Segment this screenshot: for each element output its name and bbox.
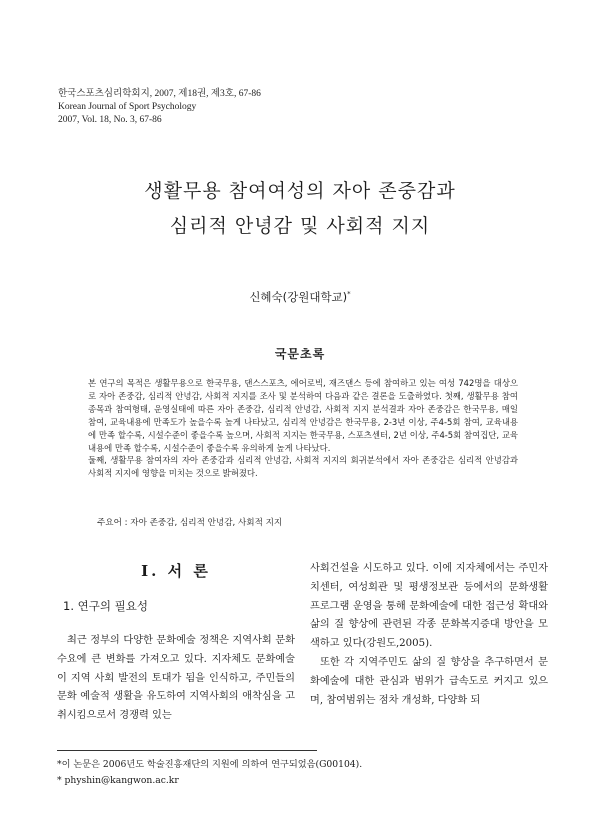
paper-title-line1: 생활무용 참여여성의 자아 존중감과 bbox=[144, 180, 456, 202]
paper-title-line2: 심리적 안녕감 및 사회적 지지 bbox=[169, 215, 431, 237]
author-footnote-mark: * bbox=[347, 290, 351, 299]
left-column-text: 최근 정부의 다양한 문화예술 정책은 지역사회 문화수요에 큰 변화를 가져오고 있다. 지자체도 문화예술이 지역 사회 발전의 토대가 됨을 인식하고, 주민들의 문화 예술적 생활을 유도하여 지역사회의 애착심을 고취시킴으로서 경쟁력 있는 bbox=[57, 635, 295, 722]
left-column bbox=[57, 560, 295, 726]
right-column bbox=[310, 560, 548, 710]
abstract-paragraph-1: 본 연구의 목적은 생활무용으로 한국무용, 댄스스포츠, 에어로빅, 재즈댄스 등에 참여하고 있는 여성 742명을 대상으로 자아 존중감, 심리적 안녕감, 사회적 지지를 조사 및 분석하여 다음과 같은 결론을 도출하였다. 첫째, 생활무용 참여종목과 참여형태, 운영실태에 따른 자아 존중감, 심리적 안녕감, 사회적 지지 분석결과 자아 존중감은 한국무용, 매일 참여, 교육내용에 만족도가 높을수록 높게 나타났고, 심리적 안녕감은 한국무용, 2-3년 이상, 주4-5회 참여, 교육내용에 만족 할수록, 시설수준이 좋을수록 높으며, 사회적 지지는 한국무용, 스포츠센터, 2년 이상, 주4-5회 참여집단, 교육내용에 만족 할수록, 시설수준이 좋을수록 유의하게 높게 나타났다. bbox=[88, 378, 518, 453]
author-name: 신혜숙(강원대학교) bbox=[249, 290, 348, 304]
author bbox=[0, 289, 600, 305]
abstract-body bbox=[88, 377, 518, 480]
footnote-funding: *이 논문은 2006년도 학술진흥재단의 지원에 의하여 연구되었음(G00104). bbox=[57, 759, 363, 770]
abstract-heading: 국문초록 bbox=[274, 347, 326, 361]
right-column-text-1: 사회건설을 시도하고 있다. 이에 지자체에서는 주민자치센터, 여성회관 및 평생정보관 등에서의 문화생활 프로그램 운영을 통해 문화예술에 대한 접근성 확대와 삶의 질 향상에 관련된 각종 문화복지증대 방안을 모색하고 있다(강원도,2005). bbox=[310, 563, 548, 650]
journal-line-english: Korean Journal of Sport Psychology bbox=[58, 102, 197, 112]
right-column-text-2: 또한 각 지역주민도 삶의 질 향상을 추구하면서 문화예술에 대한 관심과 범위가 급속도로 커지고 있으며, 참여범위는 점차 개성화, 다양화 되 bbox=[310, 656, 548, 706]
footnote-email: * physhin@kangwon.ac.kr bbox=[57, 775, 179, 786]
subsection-heading: 1. 연구의 필요성 bbox=[63, 599, 148, 613]
abstract-paragraph-2: 둘째, 생활무용 참여자의 자아 존중감과 심리적 안녕감, 사회적 지지의 회귀분석에서 자아 존중감은 심리적 안녕감과 사회적 지지에 영향을 미치는 것으로 밝혀졌다. bbox=[88, 455, 518, 479]
section-heading: I. 서 론 bbox=[141, 562, 211, 580]
journal-info bbox=[58, 88, 261, 127]
journal-line-volume: 2007, Vol. 18, No. 3, 67-86 bbox=[58, 115, 162, 125]
journal-line-korean: 한국스포츠심리학회지, 2007, 제18권, 제3호, 67-86 bbox=[58, 89, 261, 99]
keywords: 주요어 : 자아 존중감, 심리적 안녕감, 사회적 지지 bbox=[97, 518, 283, 528]
footnote-divider bbox=[57, 750, 317, 751]
